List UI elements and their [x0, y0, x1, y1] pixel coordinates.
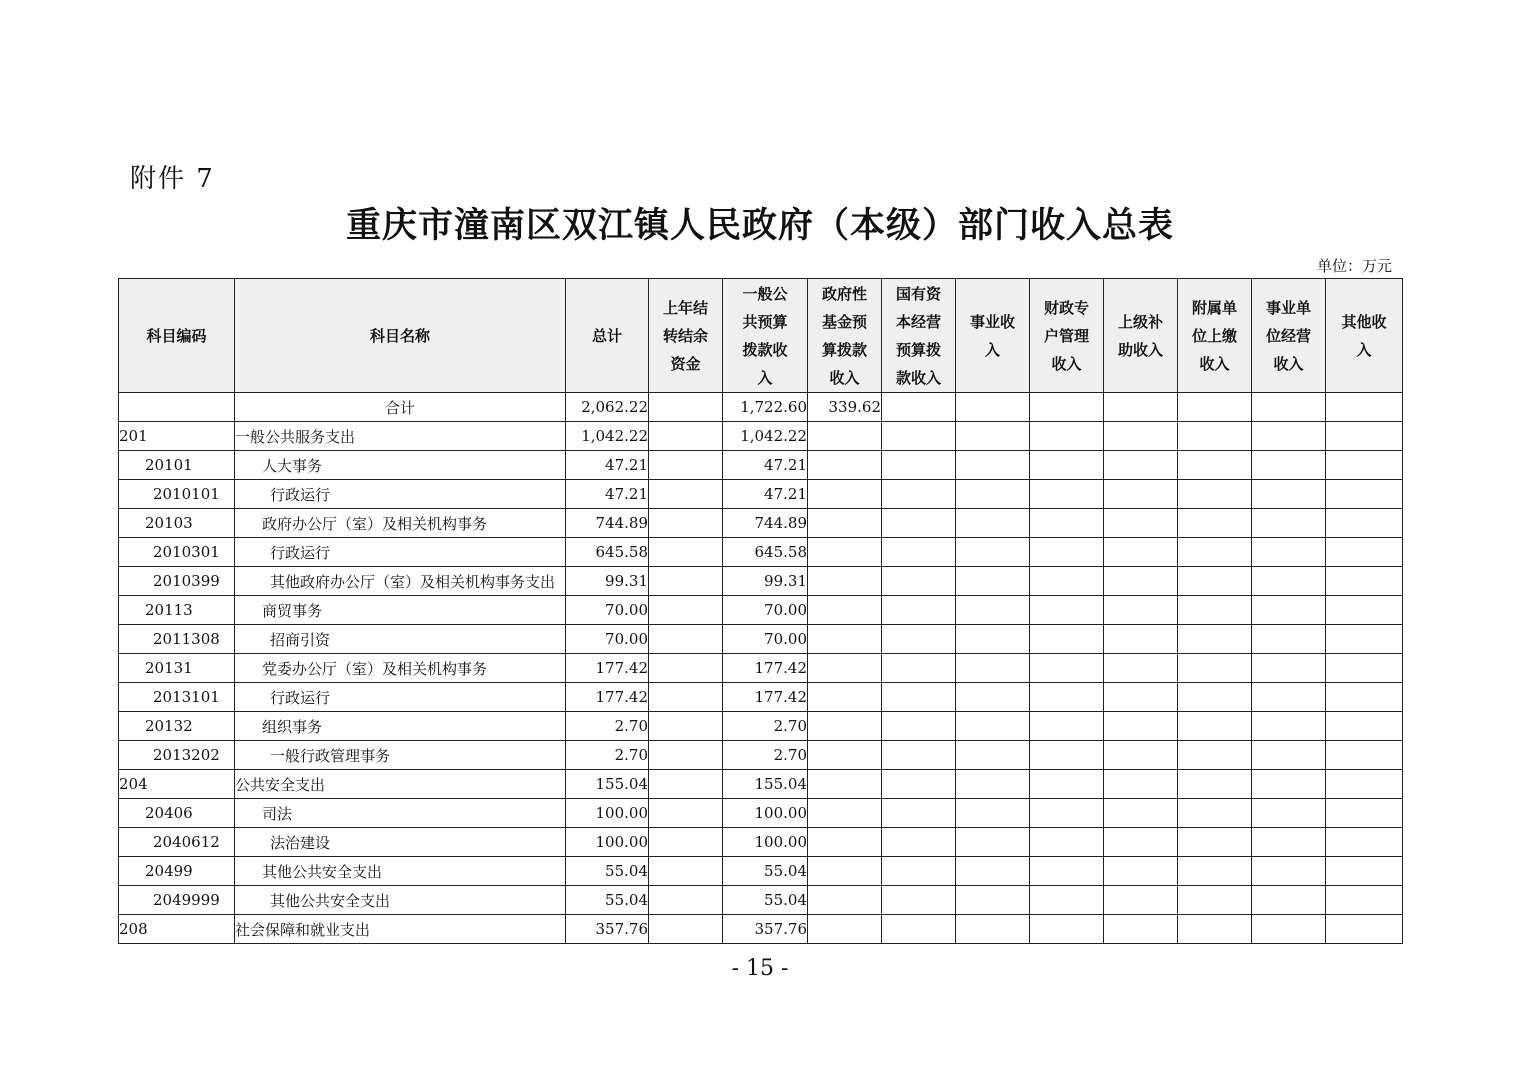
cell-empty — [1178, 509, 1252, 538]
cell-code: 2013202 — [119, 741, 235, 770]
cell-empty — [1104, 770, 1178, 799]
cell-empty — [956, 393, 1030, 422]
cell-empty — [882, 770, 956, 799]
cell-empty — [1178, 393, 1252, 422]
header-state-capital — [882, 279, 956, 393]
cell-name: 司法 — [235, 799, 566, 828]
cell-empty — [956, 451, 1030, 480]
cell-empty — [956, 828, 1030, 857]
cell-empty — [1326, 828, 1403, 857]
cell-code: 20406 — [119, 799, 235, 828]
cell-empty — [1104, 683, 1178, 712]
cell-total: 645.58 — [566, 538, 649, 567]
cell-empty — [882, 596, 956, 625]
cell-empty — [1178, 451, 1252, 480]
cell-empty — [956, 654, 1030, 683]
cell-empty — [1178, 538, 1252, 567]
cell-empty — [1326, 567, 1403, 596]
cell-gov-fund — [808, 509, 882, 538]
cell-empty — [1030, 422, 1104, 451]
cell-empty — [1178, 683, 1252, 712]
header-total: 总计 — [566, 279, 649, 393]
header-superior-subsidy — [1104, 279, 1178, 393]
header-carryover-label: 上年结转结余资金 — [662, 298, 708, 373]
cell-code: 20499 — [119, 857, 235, 886]
cell-empty — [1252, 886, 1326, 915]
cell-general-budget: 744.89 — [723, 509, 808, 538]
header-superior-subsidy-label: 上级补助收入 — [1117, 312, 1163, 359]
cell-empty — [882, 393, 956, 422]
cell-empty — [882, 480, 956, 509]
cell-code: 2010101 — [119, 480, 235, 509]
cell-empty — [1178, 480, 1252, 509]
cell-code: 2013101 — [119, 683, 235, 712]
cell-empty — [1104, 422, 1178, 451]
cell-general-budget: 47.21 — [723, 451, 808, 480]
table-row — [119, 741, 1403, 770]
cell-gov-fund: 339.62 — [808, 393, 882, 422]
cell-name: 党委办公厅（室）及相关机构事务 — [235, 654, 566, 683]
table-body — [119, 393, 1403, 944]
cell-empty — [1178, 886, 1252, 915]
cell-name: 社会保障和就业支出 — [235, 915, 566, 944]
table-row — [119, 712, 1403, 741]
cell-gov-fund — [808, 451, 882, 480]
cell-empty — [1104, 857, 1178, 886]
table-row — [119, 480, 1403, 509]
cell-empty — [882, 683, 956, 712]
cell-gov-fund — [808, 712, 882, 741]
cell-carryover — [649, 886, 723, 915]
cell-empty — [1104, 915, 1178, 944]
cell-general-budget: 1,042.22 — [723, 422, 808, 451]
cell-carryover — [649, 567, 723, 596]
cell-empty — [1178, 828, 1252, 857]
cell-empty — [956, 567, 1030, 596]
cell-total: 100.00 — [566, 828, 649, 857]
table-row — [119, 915, 1403, 944]
cell-gov-fund — [808, 654, 882, 683]
document-title: 重庆市潼南区双江镇人民政府（本级）部门收入总表 — [345, 206, 1174, 246]
cell-empty — [1252, 509, 1326, 538]
cell-empty — [1030, 799, 1104, 828]
cell-empty — [1178, 799, 1252, 828]
cell-carryover — [649, 480, 723, 509]
cell-gov-fund — [808, 422, 882, 451]
cell-empty — [882, 828, 956, 857]
cell-gov-fund — [808, 799, 882, 828]
cell-general-budget: 70.00 — [723, 596, 808, 625]
cell-empty — [1030, 828, 1104, 857]
cell-gov-fund — [808, 915, 882, 944]
cell-name: 一般行政管理事务 — [235, 741, 566, 770]
cell-empty — [956, 625, 1030, 654]
cell-general-budget: 1,722.60 — [723, 393, 808, 422]
cell-name: 政府办公厅（室）及相关机构事务 — [235, 509, 566, 538]
cell-empty — [1178, 770, 1252, 799]
cell-gov-fund — [808, 828, 882, 857]
cell-empty — [1178, 625, 1252, 654]
cell-total: 177.42 — [566, 683, 649, 712]
cell-empty — [1326, 480, 1403, 509]
header-carryover — [649, 279, 723, 393]
table-row — [119, 683, 1403, 712]
cell-name: 人大事务 — [235, 451, 566, 480]
cell-general-budget: 55.04 — [723, 857, 808, 886]
cell-empty — [1326, 799, 1403, 828]
cell-empty — [1030, 393, 1104, 422]
cell-empty — [1104, 886, 1178, 915]
cell-general-budget: 100.00 — [723, 828, 808, 857]
cell-code: 2011308 — [119, 625, 235, 654]
cell-name: 商贸事务 — [235, 596, 566, 625]
header-general-budget — [723, 279, 808, 393]
cell-gov-fund — [808, 480, 882, 509]
cell-empty — [1030, 741, 1104, 770]
cell-empty — [1030, 857, 1104, 886]
cell-gov-fund — [808, 567, 882, 596]
cell-empty — [1104, 567, 1178, 596]
cell-total: 47.21 — [566, 451, 649, 480]
header-other-income — [1326, 279, 1403, 393]
cell-name: 其他公共安全支出 — [235, 857, 566, 886]
cell-code: 20113 — [119, 596, 235, 625]
cell-empty — [1178, 915, 1252, 944]
cell-total: 70.00 — [566, 625, 649, 654]
cell-empty — [956, 596, 1030, 625]
header-special-account — [1030, 279, 1104, 393]
header-gov-fund-label: 政府性基金预算拨款收入 — [821, 284, 867, 387]
cell-empty — [882, 422, 956, 451]
cell-empty — [1252, 857, 1326, 886]
unit-label: 单位：万元 — [1316, 257, 1392, 275]
cell-gov-fund — [808, 596, 882, 625]
cell-name: 行政运行 — [235, 538, 566, 567]
cell-empty — [1252, 828, 1326, 857]
header-general-budget-label: 一般公共预算拨款收入 — [742, 284, 788, 387]
cell-carryover — [649, 451, 723, 480]
cell-empty — [1030, 596, 1104, 625]
cell-empty — [956, 799, 1030, 828]
cell-empty — [1178, 654, 1252, 683]
cell-empty — [956, 886, 1030, 915]
cell-total: 70.00 — [566, 596, 649, 625]
cell-total: 2.70 — [566, 741, 649, 770]
cell-empty — [1030, 538, 1104, 567]
cell-carryover — [649, 799, 723, 828]
cell-empty — [1178, 422, 1252, 451]
cell-code: 2040612 — [119, 828, 235, 857]
cell-empty — [956, 712, 1030, 741]
cell-empty — [1030, 567, 1104, 596]
cell-gov-fund — [808, 683, 882, 712]
cell-empty — [1326, 596, 1403, 625]
cell-code: 20132 — [119, 712, 235, 741]
cell-empty — [882, 625, 956, 654]
cell-empty — [1178, 712, 1252, 741]
cell-empty — [882, 915, 956, 944]
cell-total: 357.76 — [566, 915, 649, 944]
cell-empty — [1252, 683, 1326, 712]
cell-empty — [1326, 451, 1403, 480]
cell-code: 2049999 — [119, 886, 235, 915]
header-special-account-label: 财政专户管理收入 — [1043, 298, 1089, 373]
cell-code: 208 — [119, 915, 235, 944]
header-operating-income-label: 事业单位经营收入 — [1265, 298, 1311, 373]
cell-empty — [882, 799, 956, 828]
cell-name: 行政运行 — [235, 683, 566, 712]
cell-carryover — [649, 915, 723, 944]
cell-total: 99.31 — [566, 567, 649, 596]
cell-empty — [1252, 712, 1326, 741]
cell-carryover — [649, 625, 723, 654]
cell-empty — [1326, 654, 1403, 683]
cell-empty — [956, 770, 1030, 799]
cell-empty — [1030, 770, 1104, 799]
cell-empty — [1326, 538, 1403, 567]
table-row — [119, 857, 1403, 886]
cell-empty — [1252, 915, 1326, 944]
cell-empty — [1252, 451, 1326, 480]
cell-general-budget: 2.70 — [723, 712, 808, 741]
cell-empty — [1326, 915, 1403, 944]
cell-empty — [1104, 596, 1178, 625]
cell-empty — [1252, 741, 1326, 770]
cell-empty — [882, 741, 956, 770]
cell-general-budget: 645.58 — [723, 538, 808, 567]
cell-empty — [882, 857, 956, 886]
cell-code: 2010399 — [119, 567, 235, 596]
cell-name: 组织事务 — [235, 712, 566, 741]
table-row — [119, 451, 1403, 480]
cell-empty — [1178, 596, 1252, 625]
cell-empty — [1326, 509, 1403, 538]
cell-empty — [1030, 712, 1104, 741]
cell-name: 公共安全支出 — [235, 770, 566, 799]
cell-total: 47.21 — [566, 480, 649, 509]
table-row — [119, 509, 1403, 538]
cell-empty — [1178, 741, 1252, 770]
cell-total: 177.42 — [566, 654, 649, 683]
cell-code: 20103 — [119, 509, 235, 538]
cell-name: 其他公共安全支出 — [235, 886, 566, 915]
cell-empty — [1104, 741, 1178, 770]
header-operating-income — [1252, 279, 1326, 393]
header-other-income-label: 其他收入 — [1341, 312, 1387, 359]
cell-empty — [1030, 683, 1104, 712]
cell-empty — [1104, 393, 1178, 422]
cell-empty — [1030, 886, 1104, 915]
table-row — [119, 828, 1403, 857]
cell-general-budget: 177.42 — [723, 683, 808, 712]
cell-empty — [1252, 625, 1326, 654]
cell-general-budget: 70.00 — [723, 625, 808, 654]
cell-name: 一般公共服务支出 — [235, 422, 566, 451]
cell-empty — [1030, 915, 1104, 944]
cell-empty — [956, 538, 1030, 567]
cell-empty — [1326, 770, 1403, 799]
header-business-income-label: 事业收入 — [969, 312, 1015, 359]
cell-empty — [1252, 393, 1326, 422]
cell-empty — [1252, 654, 1326, 683]
cell-empty — [1252, 480, 1326, 509]
table-row — [119, 625, 1403, 654]
cell-empty — [956, 422, 1030, 451]
cell-empty — [956, 683, 1030, 712]
cell-empty — [882, 712, 956, 741]
cell-empty — [1104, 538, 1178, 567]
header-business-income — [956, 279, 1030, 393]
cell-empty — [956, 741, 1030, 770]
cell-carryover — [649, 538, 723, 567]
cell-empty — [1104, 480, 1178, 509]
cell-general-budget: 99.31 — [723, 567, 808, 596]
cell-empty — [1104, 509, 1178, 538]
cell-total: 100.00 — [566, 799, 649, 828]
cell-empty — [1252, 770, 1326, 799]
cell-gov-fund — [808, 625, 882, 654]
cell-empty — [1326, 422, 1403, 451]
cell-carryover — [649, 393, 723, 422]
cell-empty — [1326, 683, 1403, 712]
cell-total: 55.04 — [566, 886, 649, 915]
cell-empty — [882, 654, 956, 683]
cell-carryover — [649, 683, 723, 712]
cell-total: 55.04 — [566, 857, 649, 886]
header-state-capital-label: 国有资本经营预算拨款收入 — [895, 284, 941, 387]
cell-empty — [1030, 451, 1104, 480]
cell-carryover — [649, 509, 723, 538]
header-name: 科目名称 — [235, 279, 566, 393]
cell-gov-fund — [808, 538, 882, 567]
page-number: - 15 - — [731, 956, 789, 981]
cell-empty — [1326, 393, 1403, 422]
cell-empty — [1252, 422, 1326, 451]
cell-empty — [956, 857, 1030, 886]
cell-gov-fund — [808, 770, 882, 799]
cell-empty — [1030, 654, 1104, 683]
cell-general-budget: 177.42 — [723, 654, 808, 683]
cell-code — [119, 393, 235, 422]
cell-total: 2,062.22 — [566, 393, 649, 422]
cell-gov-fund — [808, 857, 882, 886]
cell-code: 20101 — [119, 451, 235, 480]
cell-empty — [1252, 596, 1326, 625]
cell-carryover — [649, 596, 723, 625]
cell-general-budget: 55.04 — [723, 886, 808, 915]
cell-name: 法治建设 — [235, 828, 566, 857]
cell-general-budget: 100.00 — [723, 799, 808, 828]
cell-empty — [1104, 654, 1178, 683]
cell-gov-fund — [808, 741, 882, 770]
cell-empty — [1104, 712, 1178, 741]
cell-name: 招商引资 — [235, 625, 566, 654]
cell-code: 20131 — [119, 654, 235, 683]
cell-empty — [1104, 799, 1178, 828]
cell-general-budget: 357.76 — [723, 915, 808, 944]
table-row — [119, 393, 1403, 422]
cell-empty — [1252, 538, 1326, 567]
table-row — [119, 567, 1403, 596]
table-row — [119, 596, 1403, 625]
cell-empty — [882, 451, 956, 480]
cell-empty — [1326, 625, 1403, 654]
cell-empty — [1030, 480, 1104, 509]
cell-carryover — [649, 741, 723, 770]
attachment-label: 附件 7 — [130, 164, 215, 194]
cell-name: 合计 — [235, 393, 566, 422]
cell-carryover — [649, 770, 723, 799]
cell-empty — [1178, 857, 1252, 886]
cell-empty — [1030, 625, 1104, 654]
table-row — [119, 654, 1403, 683]
cell-empty — [956, 480, 1030, 509]
cell-total: 1,042.22 — [566, 422, 649, 451]
table-row — [119, 422, 1403, 451]
cell-empty — [882, 886, 956, 915]
cell-code: 204 — [119, 770, 235, 799]
cell-total: 744.89 — [566, 509, 649, 538]
cell-code: 2010301 — [119, 538, 235, 567]
cell-general-budget: 2.70 — [723, 741, 808, 770]
cell-empty — [882, 567, 956, 596]
header-gov-fund — [808, 279, 882, 393]
table-row — [119, 799, 1403, 828]
cell-empty — [1326, 741, 1403, 770]
cell-carryover — [649, 422, 723, 451]
header-code: 科目编码 — [119, 279, 235, 393]
cell-empty — [1252, 567, 1326, 596]
cell-total: 2.70 — [566, 712, 649, 741]
cell-empty — [1104, 828, 1178, 857]
cell-carryover — [649, 828, 723, 857]
cell-empty — [1104, 451, 1178, 480]
header-affiliated-units — [1178, 279, 1252, 393]
table-row — [119, 538, 1403, 567]
table-row — [119, 770, 1403, 799]
cell-empty — [1030, 509, 1104, 538]
cell-empty — [1252, 799, 1326, 828]
cell-carryover — [649, 654, 723, 683]
cell-gov-fund — [808, 886, 882, 915]
income-summary-table — [118, 278, 1403, 944]
cell-empty — [1178, 567, 1252, 596]
cell-general-budget: 155.04 — [723, 770, 808, 799]
table-header-row — [119, 279, 1403, 393]
cell-empty — [1326, 712, 1403, 741]
cell-general-budget: 47.21 — [723, 480, 808, 509]
cell-empty — [1326, 857, 1403, 886]
cell-name: 其他政府办公厅（室）及相关机构事务支出 — [235, 567, 566, 596]
cell-empty — [956, 509, 1030, 538]
cell-name: 行政运行 — [235, 480, 566, 509]
cell-empty — [882, 509, 956, 538]
cell-empty — [1326, 886, 1403, 915]
cell-empty — [1104, 625, 1178, 654]
cell-empty — [882, 538, 956, 567]
cell-total: 155.04 — [566, 770, 649, 799]
cell-carryover — [649, 712, 723, 741]
header-affiliated-units-label: 附属单位上缴收入 — [1191, 298, 1237, 373]
cell-empty — [956, 915, 1030, 944]
cell-code: 201 — [119, 422, 235, 451]
table-row — [119, 886, 1403, 915]
cell-carryover — [649, 857, 723, 886]
